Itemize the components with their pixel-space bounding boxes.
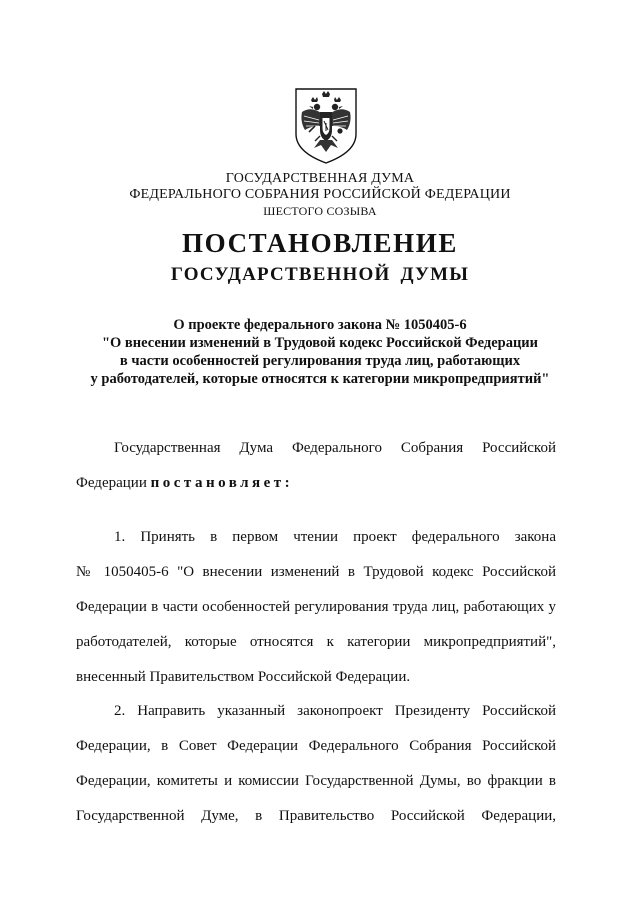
- subject-line-1: О проекте федерального закона № 1050405-6: [173, 317, 467, 333]
- item-1-line-4: работодателей, которые относятся к категории микропредприятий",: [76, 634, 556, 650]
- preamble-line-1: Государственная Дума Федерального Собрания Российской: [114, 440, 556, 456]
- organization-name-line-1: ГОСУДАРСТВЕННАЯ ДУМА: [225, 171, 415, 186]
- item-2-line-3: Федерации, комитеты и комиссии Государственной Думы, во фракции в: [76, 773, 556, 789]
- item-1-line-2: № 1050405-6 "О внесении изменений в Трудовой кодекс Российской: [76, 564, 556, 580]
- preamble-line-2: [76, 475, 556, 495]
- subject-line-4: у работодателей, которые относятся к категории микропредприятий": [90, 371, 550, 387]
- subject-line-3: в части особенностей регулирования труда лиц, работающих: [119, 353, 521, 369]
- item-2-line-4: Государственной Думе, в Правительство Российской Федерации,: [76, 808, 556, 824]
- decree-word: постановляет:: [150, 475, 294, 491]
- item-1-line-3: Федерации в части особенностей регулирования труда лиц, работающих у: [76, 599, 556, 615]
- resolution-subject: [40, 316, 600, 388]
- coat-of-arms-emblem: [293, 86, 359, 166]
- item-1-line-1: 1. Принять в первом чтении проект федерального закона: [114, 529, 556, 545]
- item-1-line-5: внесенный Правительством Российской Федерации.: [76, 669, 411, 685]
- item-2-line-1: 2. Направить указанный законопроект Президенту Российской: [114, 703, 556, 719]
- preamble-federation-word: Федерации: [76, 475, 151, 491]
- subject-line-2: "О внесении изменений в Трудовой кодекс Российской Федерации: [101, 335, 539, 351]
- organization-name-line-2: ФЕДЕРАЛЬНОГО СОБРАНИЯ РОССИЙСКОЙ ФЕДЕРАЦИИ: [129, 187, 511, 202]
- document-type-title: ПОСТАНОВЛЕНИЕ: [182, 228, 458, 258]
- convocation-line: ШЕСТОГО СОЗЫВА: [263, 204, 377, 218]
- document-issuer-title: ГОСУДАРСТВЕННОЙ ДУМЫ: [170, 264, 470, 285]
- item-2-line-2: Федерации, в Совет Федерации Федерального Собрания Российской: [76, 738, 556, 754]
